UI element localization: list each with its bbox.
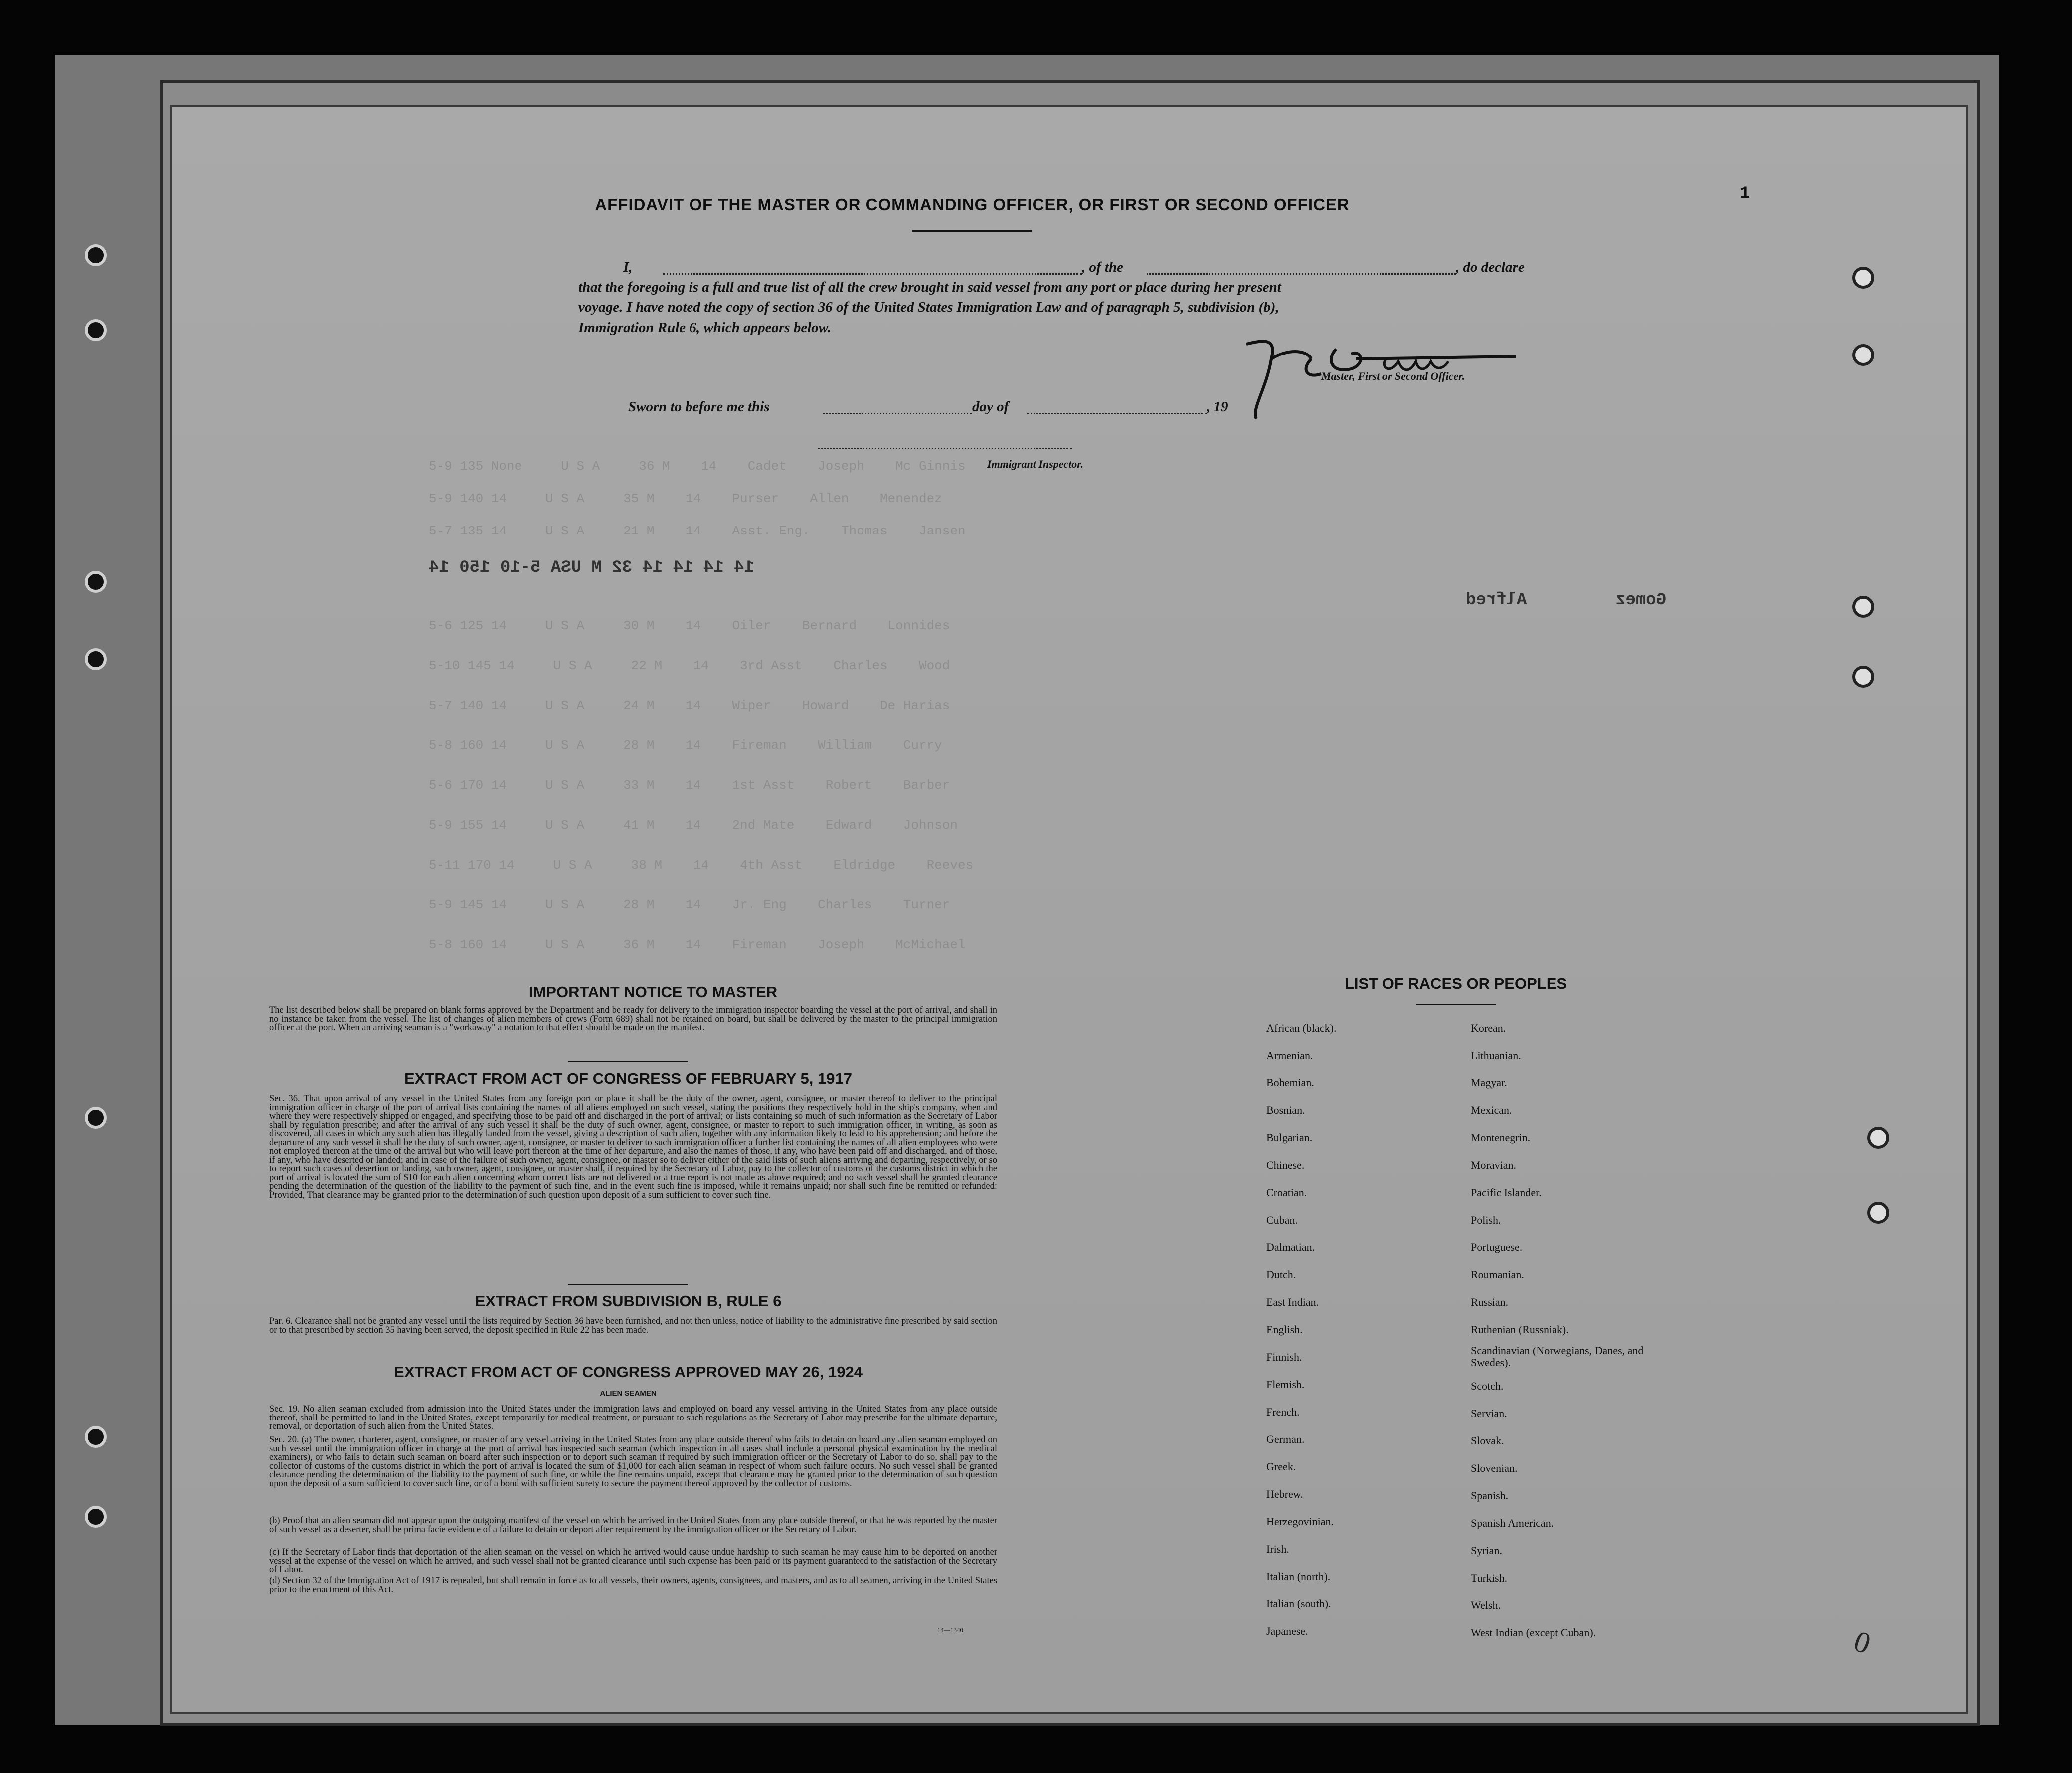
binder-hole-icon [1867,1202,1889,1224]
affidavit-of-the: , of the [1082,259,1123,275]
race-item: Russian. [1471,1296,1509,1308]
races-heading: LIST OF RACES OR PEOPLES [1344,975,1567,992]
binder-hole-icon [85,1107,107,1129]
bleed-through-row: 5-8 160 14 U S A 36 M 14 Fireman Joseph McMichael [429,937,966,952]
affidavit-declare: , do declare [1456,259,1525,275]
race-item: French. [1266,1406,1300,1418]
race-item: Syrian. [1471,1544,1502,1557]
inspector-caption: Immigrant Inspector. [987,458,1084,470]
race-item: Ruthenian (Russniak). [1471,1323,1569,1336]
binder-hole-icon [85,1506,107,1528]
race-item: Greek. [1266,1460,1296,1473]
crew-surname-typed: Gomez [1615,591,1667,610]
race-item: Herzegovinian. [1266,1515,1334,1528]
form-number: 14—1340 [937,1626,963,1634]
race-item: Korean. [1471,1022,1506,1034]
bleed-through-row: 5-11 170 14 U S A 38 M 14 4th Asst Eldridge Reeves [429,858,974,873]
binder-hole-icon [1852,344,1874,366]
master-caption: Master, First or Second Officer. [1321,370,1465,382]
race-item: Bulgarian. [1266,1131,1313,1144]
year-prefix: , 19 [1207,399,1228,415]
blank-vessel [1147,273,1456,275]
race-item: Roumanian. [1471,1268,1524,1281]
bleed-through-row: 5-9 145 14 U S A 28 M 14 Jr. Eng Charles Turner [429,897,950,912]
bleed-through-row: 5-9 135 None U S A 36 M 14 Cadet Joseph Mc Ginnis [429,459,966,474]
race-item: East Indian. [1266,1296,1319,1308]
race-item: Pacific Islander. [1471,1186,1542,1199]
affidavit-i: I, [623,259,633,275]
act-1917-heading: EXTRACT FROM ACT OF CONGRESS OF FEBRUARY 5, 1917 [404,1070,852,1087]
binder-hole-icon [85,571,107,593]
binder-hole-icon [85,244,107,266]
race-item: Scandinavian (Norwegians, Danes, and Swedes). [1471,1344,1644,1369]
rule-6-body: Par. 6. Clearance shall not be granted any vessel until the lists required by Section 36 have been furnished, and not then unless, notice of liability to the administrative fine prescribed by said section or to that prescribed by section 35 having been served, the deposit specified in Rule 22 has been made. [269,1316,997,1335]
binder-hole-icon [1867,1127,1889,1149]
bleed-through-row: 5-6 125 14 U S A 30 M 14 Oiler Bernard Lonnides [429,618,950,633]
blank-inspector [818,448,1072,449]
act-1917-body: Sec. 36. That upon arrival of any vessel in the United States from any foreign port or place it shall be the duty of the owner, agent, consignee, or master thereof to deliver to the principal immigration officer in charge of the port of arrival lists containing the names of all aliens employed on such vessel, stating the positions they respectively hold in the ship's company, when and where they were respectively shipped or engaged, and specifying those to be paid off and discharged in the port of arrival; or lists containing so much of such information as the Secretary of Labor shall by regulation prescribe; and after the arrival of any such vessel it shall be the duty of such owner, agent, consignee, or master to report to such immigration officer, in writing, as soon as discovered, all cases in which any such alien has illegally landed from the vessel, giving a description of such alien, together with any information likely to lead to his apprehension; and before the departure of any such vessel it shall be the duty of such owner, agent, consignee, or master to deliver to such immigration officer a further list containing the names of all alien employees who were not employed thereon at the time of the arrival but who will leave port thereon at the time of her departure, and also the names of those, if any, who have been paid off and discharged, and of those, if any, who have deserted or landed; and in case of the failure of such owner, agent, consignee, or master so to deliver either of the said lists of such aliens arriving and departing, respectively, or so to report such cases of desertion or landing, such owner, agent, consignee, or master shall, if required by the Secretary of Labor, pay to the collector of customs of the customs district in which the port of arrival is located the sum of $10 for each alien concerning whom correct lists are not delivered or a true report is not made as above required; and no such vessel shall be granted clearance pending the determination of the question of the liability to the payment of such fine, and in the event such fine is imposed, while it remains unpaid; nor shall such fine be remitted or refunded: Provided, That clearance may be granted prior to the determination of such question upon deposit of a sum sufficient to cover such fine. [269,1094,997,1200]
crew-name-typed: Alfred [1466,591,1527,610]
notice-body: The list described below shall be prepared on blank forms approved by the Department and be ready for delivery to the immigration inspector boarding the vessel at the port of arrival, and shall in no instance be taken from the vessel. The list of changes of alien members of crews (Form 689) shall not be retained on board, but shall be delivered by the master to the principal immigration officer at the port. When an arriving seaman is a "workaway" a notation to that effect should be made on the manifest. [269,1005,997,1033]
race-item: Cuban. [1266,1214,1298,1226]
race-item: Bosnian. [1266,1104,1305,1116]
race-item: Hebrew. [1266,1488,1303,1500]
binder-hole-icon [85,648,107,670]
race-item: Welsh. [1471,1599,1501,1611]
notice-divider [568,1061,688,1062]
act-1924-sec20c: (c) If the Secretary of Labor finds that deportation of the alien seaman on the vessel on which he arrived would cause undue hardship to such seaman he may cause him to be deported on another vessel at the expense of the vessel on which he arrived, and such vessel shall not be granted clearance until such expense has been paid or its payment guaranteed to the satisfaction of the Secretary of Labor. [269,1547,997,1575]
race-item: Montenegrin. [1471,1131,1531,1144]
bleed-through-row: 5-9 155 14 U S A 41 M 14 2nd Mate Edward Johnson [429,818,958,833]
binder-hole-icon [1852,267,1874,289]
crew-row-typed: 14 14 14 14 32 M USA 5-10 150 14 [429,558,754,577]
bleed-through-row: 5-10 145 14 U S A 22 M 14 3rd Asst Charles Wood [429,658,950,673]
page-number: 1 [1740,184,1750,203]
binder-hole-icon [1852,666,1874,688]
race-item: Portuguese. [1471,1241,1523,1253]
affidavit-line-4: Immigration Rule 6, which appears below. [578,320,832,336]
pencil-mark: 0 [1849,1624,1875,1661]
races-list-right [1471,1014,1690,1646]
sworn-text: Sworn to before me this [628,399,770,415]
bleed-through-row: 5-7 135 14 U S A 21 M 14 Asst. Eng. Thomas Jansen [429,524,966,538]
binder-hole-icon [85,319,107,341]
act-1924-sec20b: (b) Proof that an alien seaman did not appear upon the outgoing manifest of the vessel on which he arrived in the United States from any place outside thereof, or that he was reported by the master of such vessel as a deserter, shall be prima facie evidence of a failure to detain or deport after requirement by the immigration officer or the Secretary of Labor. [269,1516,997,1535]
affidavit-line-2: that the foregoing is a full and true list of all the crew brought in said vessel from any port or place during her present [578,279,1281,295]
bleed-through-row: 5-6 170 14 U S A 33 M 14 1st Asst Robert Barber [429,778,950,793]
race-item: Italian (south). [1266,1597,1331,1610]
act-1924-subheading: ALIEN SEAMEN [600,1389,657,1398]
race-item: Slovenian. [1471,1462,1518,1474]
bleed-through-row: 5-9 140 14 U S A 35 M 14 Purser Allen Menendez [429,491,942,506]
race-item: Mexican. [1471,1104,1512,1116]
race-item: Flemish. [1266,1378,1305,1391]
notice-heading: IMPORTANT NOTICE TO MASTER [528,983,778,1001]
bleed-through-row: 5-8 160 14 U S A 28 M 14 Fireman William Curry [429,738,942,753]
blank-month [1027,413,1207,414]
race-item: Magyar. [1471,1076,1507,1089]
race-item: Servian. [1471,1407,1507,1419]
act-1924-sec20d: (d) Section 32 of the Immigration Act of 1917 is repealed, but shall remain in force as to all vessels, their owners, agents, consignees, and masters, and as to all seamen, arriving in the United States prior to the enactment of this Act. [269,1576,997,1595]
affidavit-line-3: voyage. I have noted the copy of section 36 of the United States Immigration Law and of paragraph 5, subdivision (b), [578,299,1279,315]
race-item: Polish. [1471,1214,1501,1226]
races-divider [1416,1004,1496,1005]
race-item: Japanese. [1266,1625,1308,1637]
race-item: Scotch. [1471,1380,1504,1392]
race-item: West Indian (except Cuban). [1471,1626,1596,1639]
race-item: Spanish American. [1471,1517,1554,1529]
blank-name [663,273,1082,275]
bleed-through-row: 5-7 140 14 U S A 24 M 14 Wiper Howard De Harias [429,698,950,713]
race-item: Turkish. [1471,1572,1508,1584]
act-1924-heading: EXTRACT FROM ACT OF CONGRESS APPROVED MAY 26, 1924 [394,1363,863,1381]
race-item: Finnish. [1266,1351,1302,1363]
race-item: Bohemian. [1266,1076,1314,1089]
race-item: Croatian. [1266,1186,1307,1199]
title-divider [912,230,1032,232]
race-item: Slovak. [1471,1434,1504,1447]
race-item: Italian (north). [1266,1570,1331,1583]
race-item: Lithuanian. [1471,1049,1521,1062]
race-item: English. [1266,1323,1303,1336]
race-item: Armenian. [1266,1049,1313,1062]
race-item: Chinese. [1266,1159,1305,1171]
blank-day [823,413,972,414]
affidavit-title: AFFIDAVIT OF THE MASTER OR COMMANDING OFFICER, OR FIRST OR SECOND OFFICER [595,195,1350,214]
race-item: Moravian. [1471,1159,1517,1171]
race-item: Dalmatian. [1266,1241,1315,1253]
binder-hole-icon [1852,596,1874,618]
binder-hole-icon [85,1426,107,1448]
races-list-left [1266,1014,1336,1645]
race-item: German. [1266,1433,1305,1445]
race-item: Spanish. [1471,1489,1509,1502]
race-item: African (black). [1266,1022,1337,1034]
race-item: Irish. [1266,1543,1289,1555]
rule-6-heading: EXTRACT FROM SUBDIVISION B, RULE 6 [475,1292,782,1310]
day-of-text: day of [972,399,1009,415]
act-1917-divider [568,1284,688,1285]
race-item: Dutch. [1266,1268,1296,1281]
act-1924-sec19: Sec. 19. No alien seaman excluded from admission into the United States under the immigration laws and employed on board any vessel arriving in the United States from any place outside thereof, shall be permitted to land in the United States, except temporarily for medical treatment, or pursuant to such regulations as the Secretary of Labor may prescribe for the ultimate departure, removal, or deportation of such alien from the United States. [269,1404,997,1431]
act-1924-sec20a: Sec. 20. (a) The owner, charterer, agent, consignee, or master of any vessel arriving in the United States from any place outside thereof who fails to detain on board any alien seaman employed on such vessel until the immigration officer in charge at the port of arrival has inspected such seaman (which inspection in all cases shall include a personal physical examination by the medical examiners), or who fails to detain such seaman on board after such inspection or to deport such seaman if required by such immigration officer or the Secretary of Labor to do so, shall pay to the collector of customs of the customs district in which the port of arrival is located the sum of $1,000 for each alien seaman in respect of whom such failure occurs. No such vessel shall be granted clearance pending the determination of the liability to the payment of such fine, or while the fine remains unpaid, except that clearance may be granted prior to the determination of such question upon the deposit of a sum sufficient to cover such fine, or of a bond with sufficient surety to secure the payment thereof approved by the collector of customs. [269,1435,997,1489]
